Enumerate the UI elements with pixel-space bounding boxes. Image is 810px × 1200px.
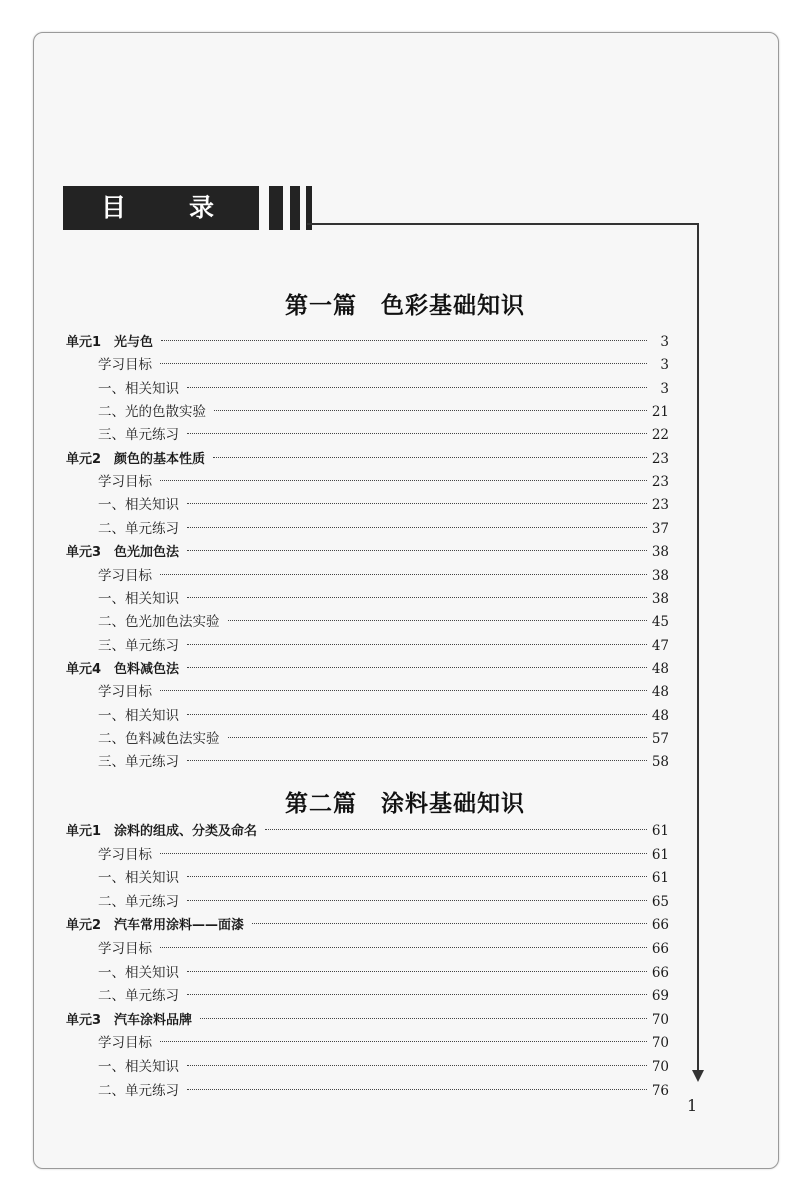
toc-sub-entry[interactable] — [98, 728, 669, 750]
dot-leader — [160, 690, 647, 691]
toc-entry-label: 学习目标 — [98, 357, 152, 374]
toc-entry-label: 一、相关知识 — [98, 707, 179, 724]
toc-sub-entry[interactable] — [98, 401, 669, 423]
dot-leader — [187, 644, 647, 645]
toc-title-right: 录 — [189, 193, 215, 222]
toc-entry-page: 65 — [651, 893, 669, 910]
toc-entry-label: 学习目标 — [98, 684, 152, 701]
toc-entry-label: 一、相关知识 — [98, 870, 179, 887]
dot-leader — [187, 714, 647, 715]
toc-entry-page: 23 — [651, 450, 669, 467]
toc-entry-label: 单元3 色光加色法 — [66, 545, 180, 561]
toc-sub-entry[interactable] — [98, 938, 669, 960]
toc-sub-entry[interactable] — [98, 681, 669, 703]
toc-entry-page: 70 — [651, 1059, 669, 1075]
toc-unit-entry[interactable] — [66, 331, 669, 353]
dot-leader — [187, 433, 647, 434]
toc-sub-entry[interactable] — [98, 635, 669, 657]
part-title: 第二篇 涂料基础知识 — [285, 791, 525, 817]
toc-entry-label: 学习目标 — [98, 567, 152, 584]
toc-entry-label: 单元1 光与色 — [66, 335, 154, 350]
dot-leader — [187, 994, 647, 995]
dot-leader — [187, 597, 647, 598]
toc-entry-page: 48 — [651, 707, 669, 724]
dot-leader — [187, 900, 647, 901]
dot-leader — [187, 387, 647, 388]
toc-sub-entry[interactable] — [98, 891, 669, 913]
toc-entry-page: 3 — [660, 357, 669, 374]
toc-entry-page: 45 — [651, 614, 669, 631]
dot-leader — [187, 527, 647, 528]
toc-entry-label: 二、单元练习 — [98, 988, 179, 1005]
dot-leader — [187, 550, 647, 551]
toc-sub-entry[interactable] — [98, 1056, 669, 1078]
toc-entry-label: 单元3 汽车涂料品牌 — [66, 1012, 193, 1028]
toc-entry-label: 单元1 涂料的组成、分类及命名 — [66, 824, 258, 839]
toc-sub-entry[interactable] — [98, 424, 669, 446]
toc-unit-entry[interactable] — [66, 914, 669, 936]
toc-entry-page: 3 — [660, 334, 669, 350]
toc-entry-label: 单元4 色料减色法 — [66, 661, 180, 677]
toc-entry-label: 二、单元练习 — [98, 1082, 179, 1099]
dot-leader — [187, 503, 647, 504]
dot-leader — [200, 1018, 647, 1019]
banner-stripe — [290, 186, 300, 230]
toc-entry-page: 48 — [651, 660, 669, 677]
toc-entry-page: 47 — [651, 637, 669, 654]
toc-entry-label: 三、单元练习 — [98, 427, 179, 444]
toc-sub-entry[interactable] — [98, 751, 669, 773]
toc-entry-page: 21 — [651, 404, 669, 421]
toc-sub-entry[interactable] — [98, 985, 669, 1007]
dot-leader — [187, 760, 647, 761]
toc-entry-page: 3 — [660, 380, 669, 397]
dot-leader — [160, 480, 647, 481]
dot-leader — [187, 1089, 647, 1090]
toc-entry-page: 23 — [651, 474, 669, 491]
toc-entry-label: 单元2 颜色的基本性质 — [66, 451, 206, 467]
toc-banner — [63, 186, 307, 230]
page-number: 1 — [687, 1096, 698, 1115]
toc-entry-label: 二、色光加色法实验 — [98, 614, 220, 631]
toc-entry-label: 一、相关知识 — [98, 590, 179, 607]
toc-entry-label: 二、光的色散实验 — [98, 404, 206, 421]
toc-entry-page: 66 — [651, 964, 669, 981]
toc-entry-page: 66 — [651, 941, 669, 957]
toc-unit-entry[interactable] — [66, 820, 669, 842]
toc-sub-entry[interactable] — [98, 1080, 669, 1102]
toc-entry-page: 69 — [651, 988, 669, 1005]
toc-entry-page: 38 — [651, 567, 669, 584]
dot-leader — [265, 829, 647, 830]
dot-leader — [160, 363, 647, 364]
toc-entry-page: 70 — [651, 1035, 669, 1052]
toc-sub-entry[interactable] — [98, 378, 669, 400]
dot-leader — [187, 876, 647, 877]
toc-entry-page: 23 — [651, 497, 669, 514]
toc-sub-entry[interactable] — [98, 518, 669, 540]
toc-sub-entry[interactable] — [98, 354, 669, 376]
dot-leader — [160, 853, 647, 854]
down-arrow-icon — [692, 1070, 704, 1082]
toc-entry-label: 单元2 汽车常用涂料——面漆 — [66, 918, 245, 934]
toc-sub-entry[interactable] — [98, 962, 669, 984]
toc-entry-label: 二、色料减色法实验 — [98, 730, 220, 747]
toc-sub-entry[interactable] — [98, 867, 669, 889]
toc-entry-label: 三、单元练习 — [98, 754, 179, 771]
toc-entry-label: 学习目标 — [98, 846, 152, 863]
toc-entry-label: 学习目标 — [98, 1035, 152, 1052]
toc-entry-label: 学习目标 — [98, 474, 152, 491]
dot-leader — [228, 737, 648, 738]
toc-entry-page: 66 — [651, 917, 669, 934]
dot-leader — [160, 574, 647, 575]
part-title: 第一篇 色彩基础知识 — [285, 293, 525, 319]
banner-stripe — [269, 186, 283, 230]
dot-leader — [187, 667, 647, 668]
margin-rule — [697, 223, 699, 1073]
toc-unit-entry[interactable] — [66, 658, 669, 680]
toc-entry-page: 61 — [651, 846, 669, 863]
toc-entry-label: 一、相关知识 — [98, 380, 179, 397]
banner-rule — [307, 223, 698, 225]
toc-entry-page: 57 — [651, 730, 669, 747]
toc-entry-page: 61 — [651, 823, 669, 839]
toc-entry-label: 一、相关知识 — [98, 1059, 179, 1075]
dot-leader — [161, 340, 647, 341]
toc-entry-page: 61 — [651, 870, 669, 887]
dot-leader — [160, 947, 647, 948]
dot-leader — [213, 457, 647, 458]
dot-leader — [187, 971, 647, 972]
toc-entry-label: 学习目标 — [98, 941, 152, 957]
dot-leader — [160, 1041, 647, 1042]
toc-entry-page: 38 — [651, 544, 669, 561]
toc-entry-page: 48 — [651, 684, 669, 701]
toc-sub-entry[interactable] — [98, 588, 669, 610]
toc-entry-label: 一、相关知识 — [98, 497, 179, 514]
dot-leader — [252, 923, 647, 924]
toc-entry-label: 三、单元练习 — [98, 637, 179, 654]
toc-entry-page: 37 — [651, 520, 669, 537]
toc-sub-entry[interactable] — [98, 494, 669, 516]
toc-entry-page: 70 — [651, 1011, 669, 1028]
dot-leader — [214, 410, 647, 411]
toc-unit-entry[interactable] — [66, 541, 669, 563]
toc-entry-label: 一、相关知识 — [98, 964, 179, 981]
toc-entry-page: 76 — [651, 1082, 669, 1099]
toc-unit-entry[interactable] — [66, 1009, 669, 1031]
toc-sub-entry[interactable] — [98, 1032, 669, 1054]
toc-sub-entry[interactable] — [98, 844, 669, 866]
toc-sub-entry[interactable] — [98, 611, 669, 633]
dot-leader — [228, 620, 648, 621]
toc-entry-page: 22 — [651, 427, 669, 444]
toc-entry-page: 58 — [651, 754, 669, 771]
toc-sub-entry[interactable] — [98, 471, 669, 493]
toc-banner-block — [63, 186, 259, 230]
toc-title-left: 目 — [101, 193, 127, 222]
dot-leader — [187, 1065, 647, 1066]
toc-sub-entry[interactable] — [98, 565, 669, 587]
toc-entry-page: 38 — [651, 590, 669, 607]
toc-entry-label: 二、单元练习 — [98, 520, 179, 537]
toc-entry-label: 二、单元练习 — [98, 893, 179, 910]
toc-unit-entry[interactable] — [66, 448, 669, 470]
toc-sub-entry[interactable] — [98, 705, 669, 727]
